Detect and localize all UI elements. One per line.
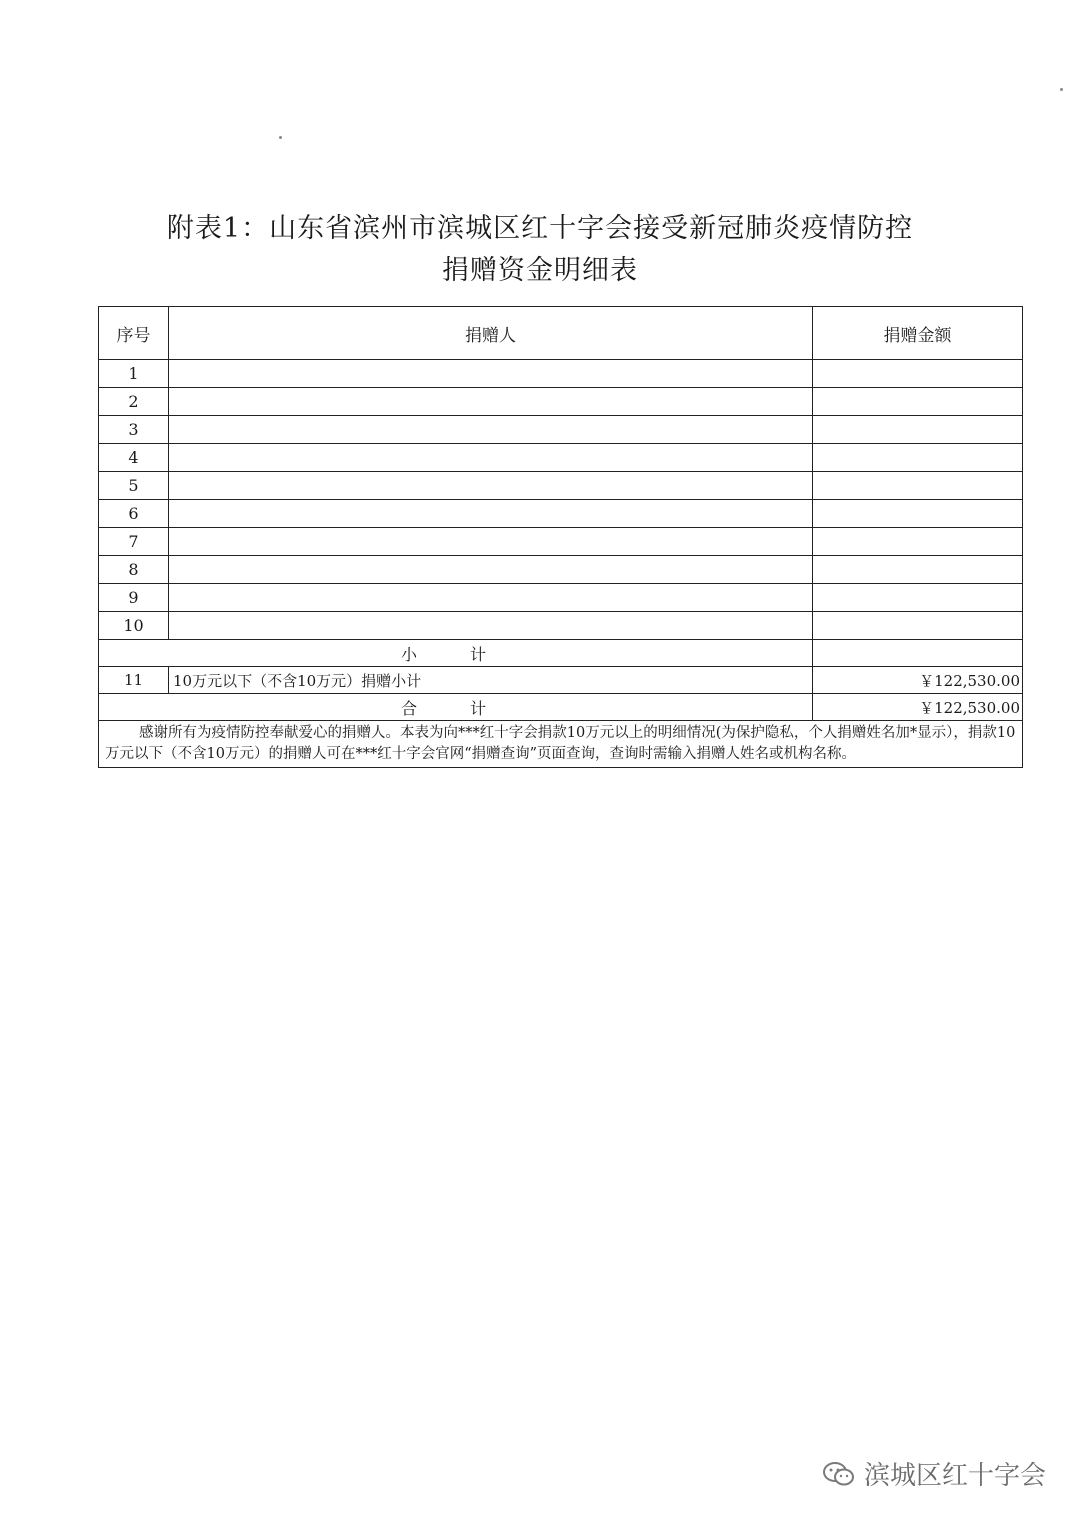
amount-cell: [813, 528, 1023, 556]
row-number: 11: [99, 667, 169, 694]
amount-cell: [813, 612, 1023, 640]
table-row: [99, 388, 1023, 416]
donor-cell: [169, 584, 813, 612]
subtotal-row: [99, 640, 1023, 667]
amount-cell: [813, 416, 1023, 444]
donation-table: [98, 306, 1023, 768]
total-label: 合 计: [99, 694, 813, 721]
note-row: [99, 721, 1023, 768]
table-row: [99, 444, 1023, 472]
header-amount: 捐赠金额: [813, 307, 1023, 360]
row-number: 6: [99, 500, 169, 528]
row-number: 4: [99, 444, 169, 472]
table-row: [99, 612, 1023, 640]
under-100k-row: [99, 667, 1023, 694]
donor-cell: [169, 500, 813, 528]
amount-cell: [813, 472, 1023, 500]
donor-cell: [169, 556, 813, 584]
header-donor: 捐赠人: [169, 307, 813, 360]
under-100k-amount: ￥122,530.00: [813, 667, 1023, 694]
row-number: 10: [99, 612, 169, 640]
amount-cell: [813, 584, 1023, 612]
total-row: [99, 694, 1023, 721]
donor-cell: [169, 528, 813, 556]
donor-cell: [169, 472, 813, 500]
scan-speck: [1060, 88, 1063, 91]
wechat-icon: [822, 1460, 856, 1488]
watermark: [822, 1455, 1046, 1492]
row-number: 7: [99, 528, 169, 556]
donor-cell: [169, 360, 813, 388]
donor-cell: [169, 416, 813, 444]
amount-cell: [813, 388, 1023, 416]
donor-cell: [169, 388, 813, 416]
table-row: [99, 584, 1023, 612]
scan-speck: [279, 136, 282, 139]
header-no: 序号: [99, 307, 169, 360]
row-number: 5: [99, 472, 169, 500]
donor-cell: [169, 444, 813, 472]
title-line-2: 捐赠资金明细表: [442, 255, 638, 286]
under-100k-label: 10万元以下（不含10万元）捐赠小计: [169, 667, 813, 694]
row-number: 1: [99, 360, 169, 388]
subtotal-label: 小 计: [99, 640, 813, 667]
table-row: [99, 360, 1023, 388]
watermark-text: 滨城区红十字会: [863, 1460, 1046, 1490]
amount-cell: [813, 556, 1023, 584]
total-amount: ￥122,530.00: [813, 694, 1023, 721]
table-header-row: [99, 307, 1023, 360]
table-row: [99, 416, 1023, 444]
row-number: 3: [99, 416, 169, 444]
amount-cell: [813, 500, 1023, 528]
row-number: 2: [99, 388, 169, 416]
note-cell: [99, 721, 1023, 768]
note-text: 感谢所有为疫情防控奉献爱心的捐赠人。本表为向***红十字会捐款10万元以上的明细情况(为保护隐私，个人捐赠姓名加*显示），捐款10万元以下（不含10万元）的捐赠人可在***红十字会官网“捐赠查询”页面查询，查询时需输入捐赠人姓名或机构名称。: [105, 725, 1016, 762]
row-number: 8: [99, 556, 169, 584]
table-row: [99, 556, 1023, 584]
donor-cell: [169, 612, 813, 640]
subtotal-amount: [813, 640, 1023, 667]
page-title: [0, 208, 1080, 292]
amount-cell: [813, 444, 1023, 472]
row-number: 9: [99, 584, 169, 612]
amount-cell: [813, 360, 1023, 388]
table-row: [99, 500, 1023, 528]
table-row: [99, 528, 1023, 556]
title-line-1: 附表1：山东省滨州市滨城区红十字会接受新冠肺炎疫情防控: [166, 213, 914, 244]
table-row: [99, 472, 1023, 500]
